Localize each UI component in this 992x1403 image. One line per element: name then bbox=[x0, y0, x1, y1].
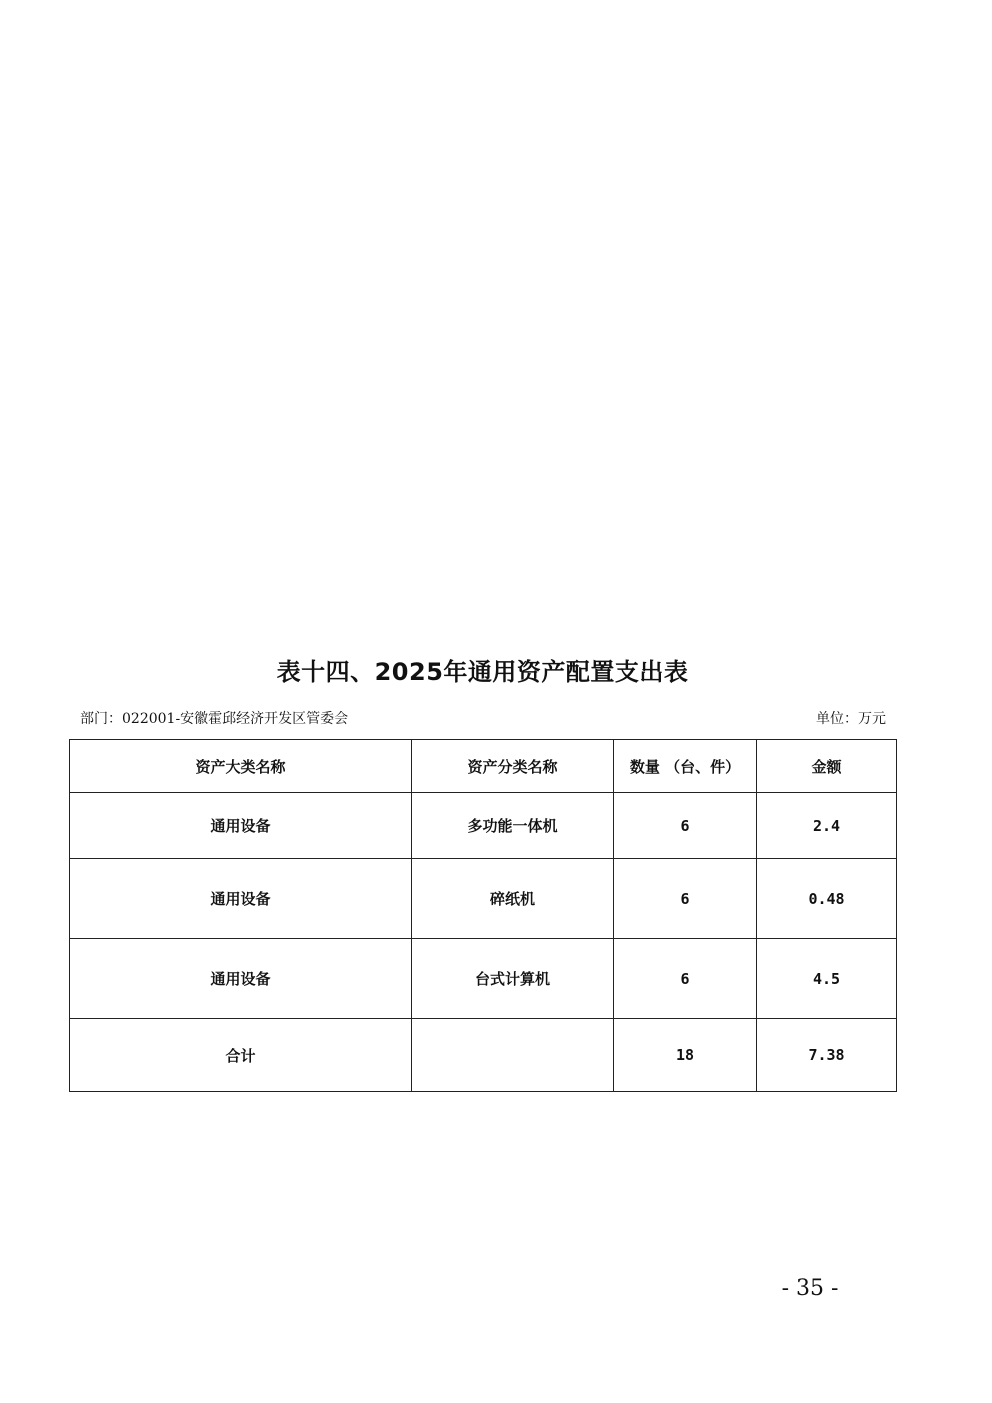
header-category: 资产大类名称 bbox=[70, 740, 412, 793]
cell-quantity: 6 bbox=[614, 859, 757, 939]
department-label: 部门：022001-安徽霍邱经济开发区管委会 bbox=[80, 711, 349, 727]
asset-table bbox=[69, 739, 897, 1092]
total-subcategory bbox=[412, 1019, 614, 1092]
table-row bbox=[70, 939, 897, 1019]
header-amount: 金额 bbox=[757, 740, 897, 793]
total-amount: 7.38 bbox=[757, 1019, 897, 1092]
cell-quantity: 6 bbox=[614, 793, 757, 859]
page-title: 表十四、2025年通用资产配置支出表 bbox=[276, 658, 689, 686]
header-quantity: 数量 （台、件） bbox=[614, 740, 757, 793]
cell-subcategory: 多功能一体机 bbox=[412, 793, 614, 859]
total-quantity: 18 bbox=[614, 1019, 757, 1092]
total-label: 合计 bbox=[70, 1019, 412, 1092]
table-total-row bbox=[70, 1019, 897, 1092]
cell-quantity: 6 bbox=[614, 939, 757, 1019]
table-row bbox=[70, 793, 897, 859]
table-row bbox=[70, 859, 897, 939]
page-number: - 35 - bbox=[781, 1276, 839, 1301]
cell-amount: 2.4 bbox=[757, 793, 897, 859]
cell-amount: 4.5 bbox=[757, 939, 897, 1019]
cell-subcategory: 碎纸机 bbox=[412, 859, 614, 939]
cell-category: 通用设备 bbox=[70, 793, 412, 859]
cell-category: 通用设备 bbox=[70, 939, 412, 1019]
cell-subcategory: 台式计算机 bbox=[412, 939, 614, 1019]
cell-category: 通用设备 bbox=[70, 859, 412, 939]
header-subcategory: 资产分类名称 bbox=[412, 740, 614, 793]
cell-amount: 0.48 bbox=[757, 859, 897, 939]
unit-label: 单位：万元 bbox=[816, 711, 886, 727]
table-header-row bbox=[70, 740, 897, 793]
